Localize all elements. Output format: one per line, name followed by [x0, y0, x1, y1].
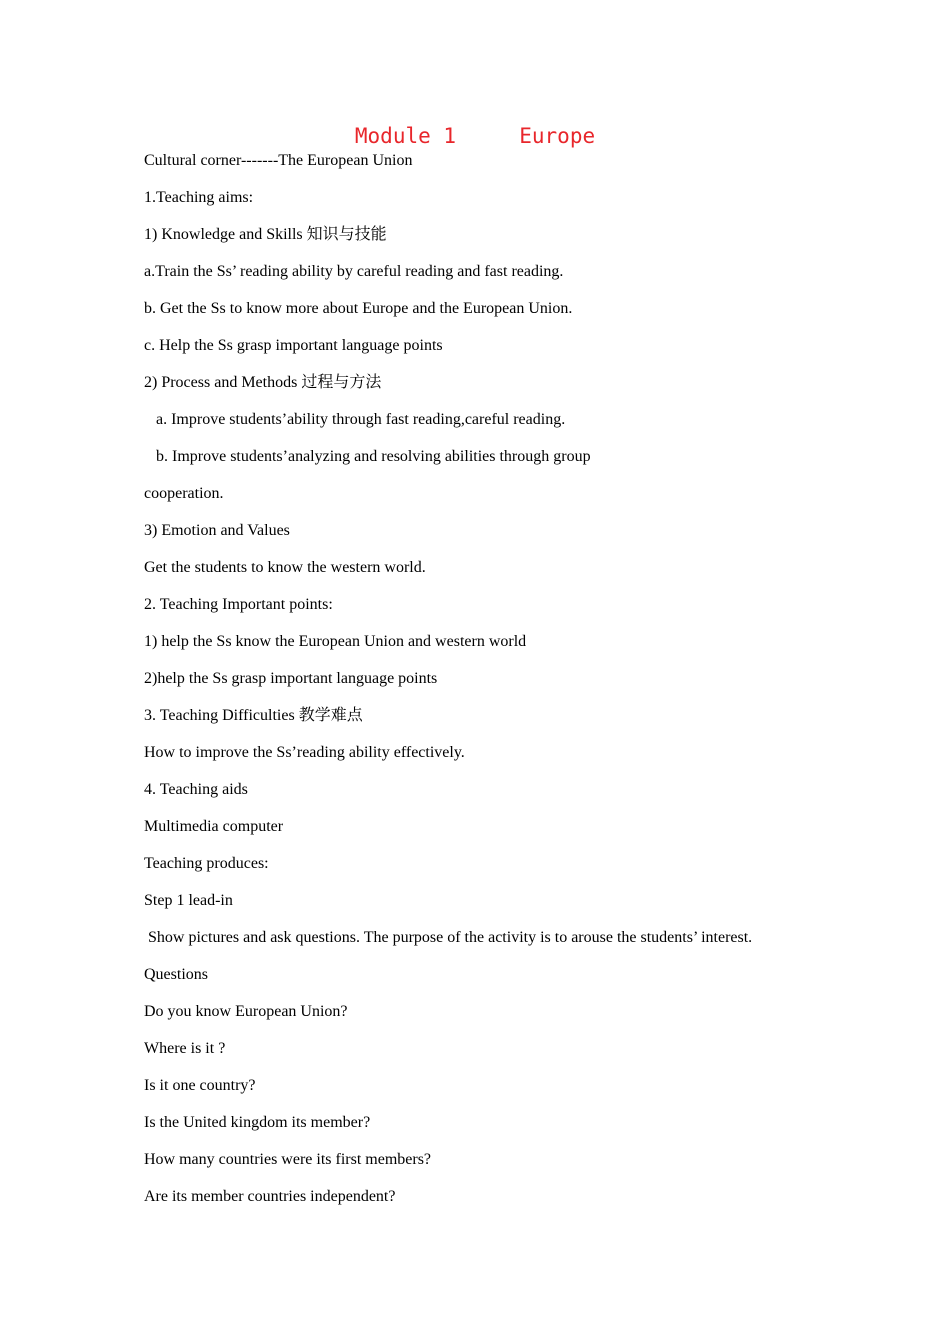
document-title: Module 1 Europe: [354, 124, 596, 148]
question-item: How many countries were its first members?: [144, 1151, 432, 1168]
emotion-item: Get the students to know the western world.: [144, 559, 426, 576]
difficulty-item: How to improve the Ss’reading ability effectively.: [144, 744, 465, 761]
question-item: Where is it ?: [144, 1040, 226, 1057]
teaching-aid-item: Multimedia computer: [144, 818, 284, 835]
section-subtitle: Cultural corner-------The European Union: [144, 152, 413, 169]
question-item: Is it one country?: [144, 1077, 256, 1094]
question-item: Are its member countries independent?: [144, 1188, 396, 1205]
important-point-2: 2)help the Ss grasp important language points: [144, 670, 438, 687]
subheading-emotion-values: 3) Emotion and Values: [144, 522, 290, 539]
document-body: [144, 150, 824, 1223]
heading-difficulties: 3. Teaching Difficulties 教学难点: [144, 707, 363, 724]
step-1-heading: Step 1 lead-in: [144, 892, 233, 909]
question-item: Is the United kingdom its member?: [144, 1114, 371, 1131]
method-item-a: a. Improve students’ability through fast reading,careful reading.: [144, 411, 566, 428]
subheading-process-methods: 2) Process and Methods 过程与方法: [144, 374, 382, 391]
heading-teaching-aids: 4. Teaching aids: [144, 781, 248, 798]
heading-teaching-produces: Teaching produces:: [144, 855, 269, 872]
important-point-1: 1) help the Ss know the European Union and western world: [144, 633, 527, 650]
method-item-b-continued: cooperation.: [144, 485, 224, 502]
questions-heading: Questions: [144, 966, 208, 983]
question-item: Do you know European Union?: [144, 1003, 348, 1020]
aim-item-a: a.Train the Ss’ reading ability by careful reading and fast reading.: [144, 263, 564, 280]
step-1-description: Show pictures and ask questions. The purpose of the activity is to arouse the students’ interest.: [144, 929, 753, 946]
aim-item-b: b. Get the Ss to know more about Europe and the European Union.: [144, 300, 573, 317]
heading-important-points: 2. Teaching Important points:: [144, 596, 333, 613]
heading-teaching-aims: 1.Teaching aims:: [144, 189, 254, 206]
method-item-b: b. Improve students’analyzing and resolving abilities through group: [144, 448, 591, 465]
subheading-knowledge-skills: 1) Knowledge and Skills 知识与技能: [144, 226, 387, 243]
aim-item-c: c. Help the Ss grasp important language points: [144, 337, 443, 354]
